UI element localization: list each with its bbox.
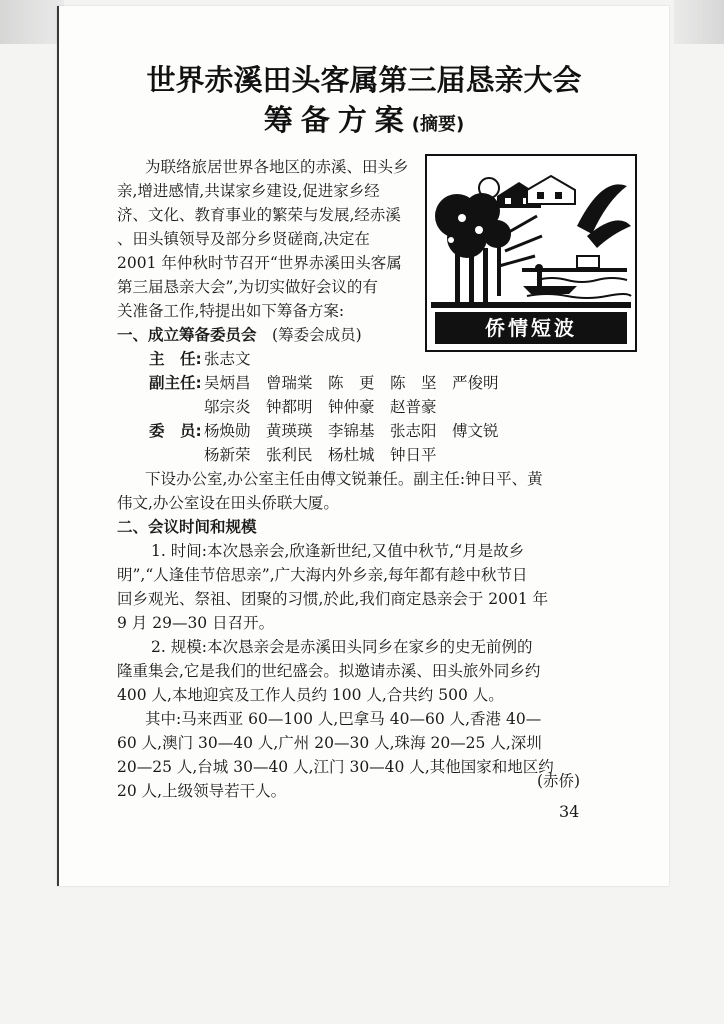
title-abstract: (摘要) xyxy=(411,114,465,135)
scale-line-1: 2. 规模:本次恳亲会是赤溪田头同乡在家乡的史无前例的 xyxy=(151,638,533,656)
member-names-2: 杨新荣 张利民 杨杜城 钟日平 xyxy=(204,446,437,464)
scale-line-3: 400 人,本地迎宾及工作人员约 100 人,合共约 500 人。 xyxy=(117,686,504,704)
column-banner: 侨情短波 xyxy=(435,312,627,344)
member-label: 委 员: xyxy=(149,422,202,440)
document-page xyxy=(57,6,669,886)
title-line-2 xyxy=(59,98,669,139)
time-line-2: 明”,“人逢佳节倍思亲”,广大海内外乡亲,每年都有趁中秋节日 xyxy=(117,566,528,584)
time-line-1: 1. 时间:本次恳亲会,欣逢新世纪,又值中秋节,“月是故乡 xyxy=(151,542,525,560)
member-row xyxy=(149,420,499,444)
detail-line-3: 20—25 人,台城 30—40 人,江门 30—40 人,其他国家和地区约 xyxy=(117,758,554,776)
section2-heading: 二、会议时间和规模 xyxy=(117,518,257,536)
title-main: 筹备方案 xyxy=(263,103,412,137)
intro-line-5: 2001 年仲秋时节召开“世界赤溪田头客属 xyxy=(117,254,402,272)
section1-note: (筹委会成员) xyxy=(272,326,362,344)
chair-label: 主 任: xyxy=(149,350,202,368)
detail-line-4: 20 人,上级领导若干人。 xyxy=(117,782,287,800)
intro-line-4: 、田头镇领导及部分乡贤磋商,决定在 xyxy=(117,230,370,248)
chair-names: 张志文 xyxy=(204,350,251,368)
vice-chair-row xyxy=(149,372,499,396)
intro-line-7: 关准备工作,特提出如下筹备方案: xyxy=(117,302,345,320)
title-line-1: 世界赤溪田头客属第三届恳亲大会 xyxy=(146,63,582,97)
vice-chair-names-1: 吴炳昌 曾瑞棠 陈 更 陈 坚 严俊明 xyxy=(204,374,499,392)
scan-edge-left xyxy=(0,0,64,44)
section1-heading: 一、成立筹备委员会 xyxy=(117,326,257,344)
scan-edge-right xyxy=(674,0,724,44)
scale-line-2: 隆重集会,它是我们的世纪盛会。拟邀请赤溪、田头旅外同乡约 xyxy=(117,662,541,680)
chair-row xyxy=(149,348,251,372)
detail-line-2: 60 人,澳门 30—40 人,广州 20—30 人,珠海 20—25 人,深圳 xyxy=(117,734,542,752)
office-line-1: 下设办公室,办公室主任由傅文锐兼任。副主任:钟日平、黄 xyxy=(145,470,543,488)
time-line-3: 回乡观光、祭祖、团聚的习惯,於此,我们商定恳亲会于 2001 年 xyxy=(117,590,549,608)
vice-chair-names-2: 邬宗炎 钟都明 钟仲豪 赵普豪 xyxy=(204,398,437,416)
time-line-4: 9 月 29—30 日召开。 xyxy=(117,614,275,632)
column-illustration xyxy=(425,154,637,352)
detail-line-1: 其中:马来西亚 60—100 人,巴拿马 40—60 人,香港 40— xyxy=(145,710,542,728)
office-line-2: 伟文,办公室设在田头侨联大厦。 xyxy=(117,494,339,512)
source-note: (赤侨) xyxy=(537,772,581,790)
section1 xyxy=(117,324,362,348)
page-number: 34 xyxy=(559,802,580,821)
member-names-1: 杨焕勋 黄瑛瑛 李锦基 张志阳 傅文锐 xyxy=(204,422,499,440)
intro-line-3: 济、文化、教育事业的繁荣与发展,经赤溪 xyxy=(117,206,401,224)
intro-line-6: 第三届恳亲大会”,为切实做好会议的有 xyxy=(117,278,378,296)
intro-line-2: 亲,增进感情,共谋家乡建设,促进家乡经 xyxy=(117,182,380,200)
intro-line-1: 为联络旅居世界各地区的赤溪、田头乡 xyxy=(145,158,409,176)
vice-chair-label: 副主任: xyxy=(149,374,202,392)
